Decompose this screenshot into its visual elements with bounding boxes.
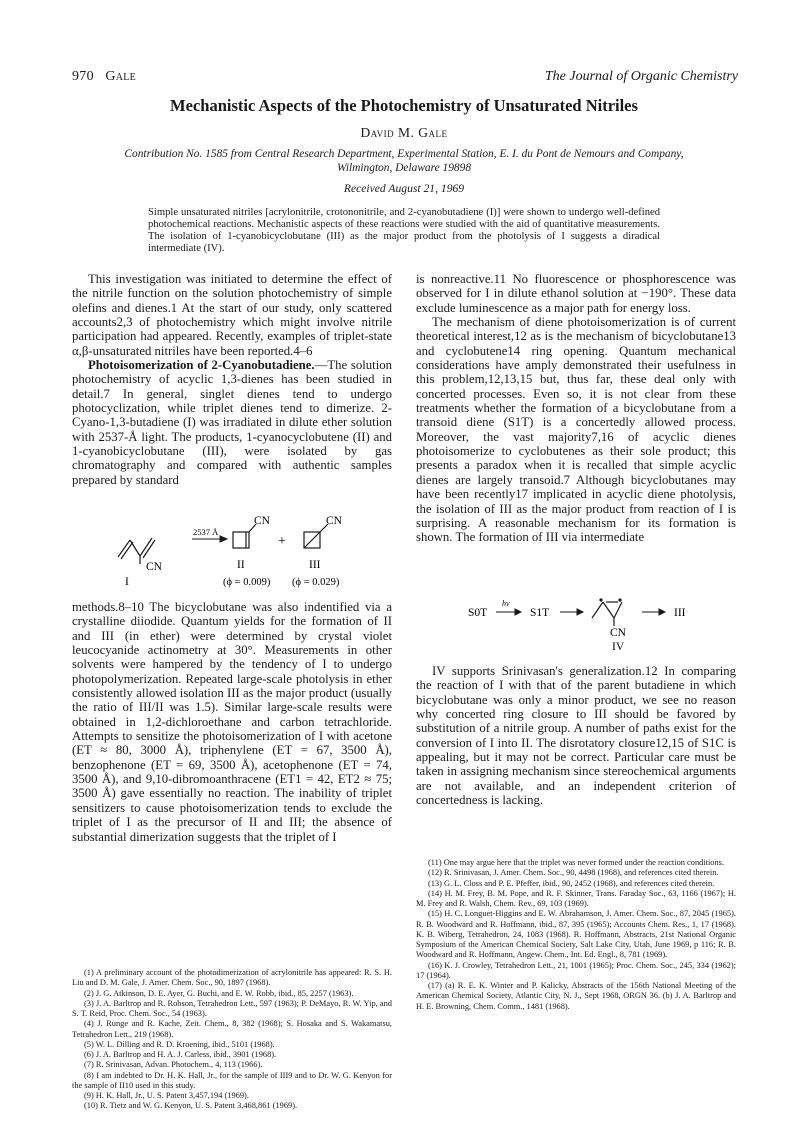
footnote: (13) G. L. Closs and P. E. Pfeffer, ibid., 90, 2452 (1968), and references cited therein. (428, 878, 715, 888)
right-column-lower (416, 664, 736, 807)
footnote: (15) H. C. Longuet-Higgins and E. W. Abrahamson, J. Amer. Chem. Soc., 87, 2045 (1965). R. B. Woodward and R. Hoffmann, ibid., 87, 395 (1965); Accounts Chem. Res., 1, 17 (1968). K. B. Wiberg, Tetrahedron, 24, 1083 (1968). R. Hoffmann, Abstracts, 21st National Organic Symposium of the American Chemical Society, Salt Lake City, Utah, June 1969, p 116; R. B. Woodward and R. Hoffmann, Angew. Chem., Int. Ed. Engl., 8, 781 (1969). (416, 909, 736, 960)
hv-arrow (496, 609, 521, 615)
hv-label: hν (502, 599, 510, 608)
bicyclobutane-III-structure (304, 524, 328, 548)
cn-label-I: CN (146, 561, 162, 573)
abstract: Simple unsaturated nitriles [acrylonitrile, crotononitrile, and 2-cyanobutadiene (I)] were shown to undergo well-defined photochemical reactions. Mechanistic aspects of these reactions were studied with the aid of quantitative measurements. The isolation of 1-cyanobicyclobutane (III) as the major product from the photolysis of I suggests a diradical intermediate (IV). (148, 207, 660, 254)
footnote: (6) J. A. Barltrop and H. A. J. Carless, ibid., 3901 (1968). (84, 1050, 277, 1059)
left-column-lower (72, 600, 392, 844)
state-S0T: S0T (468, 607, 488, 619)
compound-label-IV: IV (612, 641, 625, 653)
product-III: III (674, 607, 686, 619)
footnote: (12) R. Srinivasan, J. Amer. Chem. Soc., 90, 4498 (1968), and references cited therein. (428, 868, 719, 878)
cn-label-IV: CN (610, 627, 626, 639)
cn-label-II: CN (254, 515, 270, 527)
footnote: (17) (a) R. E. K. Winter and P. Kalicky, Abstracts of the 156th National Meeting of the American Chemical Society, Atlantic City, N. J., Sept 1968, ORGN 36. (b) J. A. Barltrop and H. E. Browning, Chem. Comm., 1481 (1968). (416, 981, 736, 1011)
author-name: David M. Gale (360, 125, 448, 140)
footnote: (1) A preliminary account of the photodimerization of acrylonitrile has appeared: R. S. H. Liu and D. M. Gale, J. Amer. Chem. Soc., 90, 1897 (1968). (72, 968, 392, 988)
mechanism-paragraph: The mechanism of diene photoisomerization is of current theoretical interest,12 as is the mechanism of bicyclobutane13 and cyclobutene14 ring opening. Quantum mechanical considerations have amply demonstrated their usefulness in this problem,12,13,15 but, thus far, these deal only with concerted processes. Even so, it is not clear from these treatments whether the formation of a bicyclobutane from a transoid diene (S1T) is a concertedly allowed process. Moreover, the vast majority7,16 of acyclic dienes photoisomerize to cyclobutenes as their sole product; this presents a paradox when it is recalled that simple acyclic dienes are largely transoid.7 Although bicyclobutanes may have been recently17 implicated in acyclic diene photolysis, the isolation of III as the major product from reaction of I is surprising. A reasonable mechanism for its formation is shown. The formation of III via intermediate (416, 315, 736, 545)
compound-label-II: II (237, 559, 245, 571)
footnote: (5) W. L. Dilling and R. D. Kroening, ibid., 5101 (1968). (84, 1039, 275, 1049)
footnotes-left (72, 968, 392, 1112)
compound-label-III: III (309, 559, 321, 571)
section-paragraph (72, 358, 392, 487)
footnote: (7) R. Srinivasan, Advan. Photochem., 4, 113 (1966). (84, 1060, 263, 1070)
footnote: (9) H. K. Hall, Jr., U. S. Patent 3,457,194 (1969). (84, 1091, 249, 1100)
srinivasan-paragraph: IV supports Srinivasan's generalization.12 In comparing the reaction of I with that of the parent butadiene in which bicyclobutane was only a minor product, we see no reason why concerted ring closure to III should be favored by substitution of a nitrile group. A number of paths exist for the conversion of I into II. The disrotatory closure12,15 of S1C is appealing, but it may not be correct. Particular care must be taken in assigning mechanism since stereochemical arguments are not available, and an independent criterion of concertedness is lacking. (416, 664, 736, 808)
running-header-left (72, 69, 136, 85)
footnote: (3) J. A. Barltrop and R. Robson, Tetrahedron Lett., 597 (1963); P. DeMayo, R. W. Yip, and S. T. Reid, Proc. Chem. Soc., 54 (1963). (72, 998, 392, 1018)
reaction-scheme-2 (460, 596, 700, 654)
footnote: (2) J. G. Atkinson, D. E. Ayer, G. Buchi, and E. W. Robb, ibid., 85, 2257 (1963). (84, 988, 354, 998)
methods-paragraph: methods.8–10 The bicyclobutane was also indentified via a crystalline diiodide. Quantum yields for the formation of II and III (in ether) were determined by crystal violet leucocyanide actinometry at 30°. Measurements in other solvents were hampered by the tendency of I to undergo photopolymerization. Repeated large-scale photolysis in ether consistently allowed isolation III as the major product (usually the ratio of III/II was 1.5). Similar large-scale results were obtained in 1,2-dichloroethane and carbon tetrachloride. Attempts to sensitize the photoisomerization of I with acetone (ET ≈ 80, 3000 Å), triphenylene (ET = 67, 3500 Å), benzophenone (ET = 69, 3500 Å), acetophenone (ET = 74, 3500 Å), and 9,10-dibromoanthracene (ET1 = 42, ET2 ≈ 75; 3500 Å) gave essentially no reaction. The inability of triplet sensitizers to cause photoisomerization tends to exclude the triplet of I as the precursor of II and III; the absence of substantial dimerization suggests that the triplet of I (72, 600, 392, 844)
state-S1T: S1T (530, 607, 550, 619)
footnote: (10) R. Tietz and W. G. Kenyon, U. S. Patent 3,468,861 (1969). (84, 1101, 298, 1111)
footnotes-right (416, 858, 736, 1012)
section-text: —The solution photochemistry of acyclic 1,3-dienes has been studied in detail.7 In general, singlet dienes tend to undergo photocyclization, while triplet dienes tend to dimerize. 2-Cyano-1,3-butadiene (I) was irradiated in dilute ether solution with 2537-Å light. The products, 1-cyanocyclobutene (II) and 1-cyanobicyclobutane (III), were isolated by gas chromatography and compared with authentic samples prepared by standard (72, 358, 392, 487)
intro-paragraph: This investigation was initiated to determine the effect of the nitrile function on the solution photochemistry of simple olefins and dienes.1 At the start of our study, only scattered accounts2,3 of photochemistry which might involve nitrile participation had appeared. Recently, examples of triplet-state α,β-unsaturated nitriles have been reported.4–6 (72, 272, 392, 358)
received-date: Received August 21, 1969 (343, 182, 465, 195)
footnote: (8) I am indebted to Dr. H. K. Hall, Jr., for the sample of III9 and to Dr. W. G. Kenyon for the sample of II10 used in this study. (72, 1070, 392, 1090)
paper-title: Mechanistic Aspects of the Photochemistry of Unsaturated Nitriles (170, 96, 638, 115)
footnote: (16) K. J. Crowley, Tetrahedron Lett., 21, 1001 (1965); Proc. Chem. Soc., 245, 334 (1962); 17 (1964). (416, 960, 736, 980)
nonreactive-paragraph: is nonreactive.11 No fluorescence or phosphorescence was observed for I in dilute ethanol solution at −190°. These data exclude luminescence as a major path for energy loss. (416, 272, 736, 315)
page-number: 970 (72, 69, 94, 84)
left-column-upper (72, 272, 392, 487)
footnote: (11) One may argue here that the triplet was never formed under the reaction conditions. (428, 858, 725, 867)
quantum-yield-III: (ϕ = 0.029) (292, 577, 340, 588)
compound-label-I: I (125, 576, 129, 588)
footnote: (4) J. Runge and R. Kache, Zeit. Chem., 8, 382 (1968); S. Hosaka and S. Wakamatsu, Tetrahedron Lett., 219 (1968). (72, 1019, 392, 1039)
arrow-2 (560, 609, 583, 615)
journal-name: The Journal of Organic Chemistry (544, 69, 738, 84)
quantum-yield-II: (ϕ = 0.009) (223, 577, 271, 588)
arrow-3 (642, 609, 665, 615)
section-heading: Photoisomerization of 2-Cyanobutadiene. (88, 358, 315, 373)
footnote: (14) H. M. Frey, B. M. Pope, and R. F. Skinner, Trans. Faraday Soc., 63, 1166 (1967); H. M. Frey and R. Walsh, Chem. Rev., 69, 103 (1969). (416, 888, 736, 908)
plus-sign: + (278, 534, 286, 549)
contribution-affiliation: Contribution No. 1585 from Central Research Department, Experimental Station, E. I. du Pont de Nemours and Company, Wilmington, Delaware 19898 (124, 148, 684, 174)
cn-label-III: CN (326, 515, 342, 527)
header-author: Gale (105, 69, 137, 84)
right-column-upper (416, 272, 736, 545)
wavelength-label: 2537 Å (193, 527, 219, 537)
cyclobutene-II-structure (233, 524, 256, 548)
reaction-scheme-1 (110, 512, 400, 590)
diradical-IV-structure (592, 599, 622, 626)
